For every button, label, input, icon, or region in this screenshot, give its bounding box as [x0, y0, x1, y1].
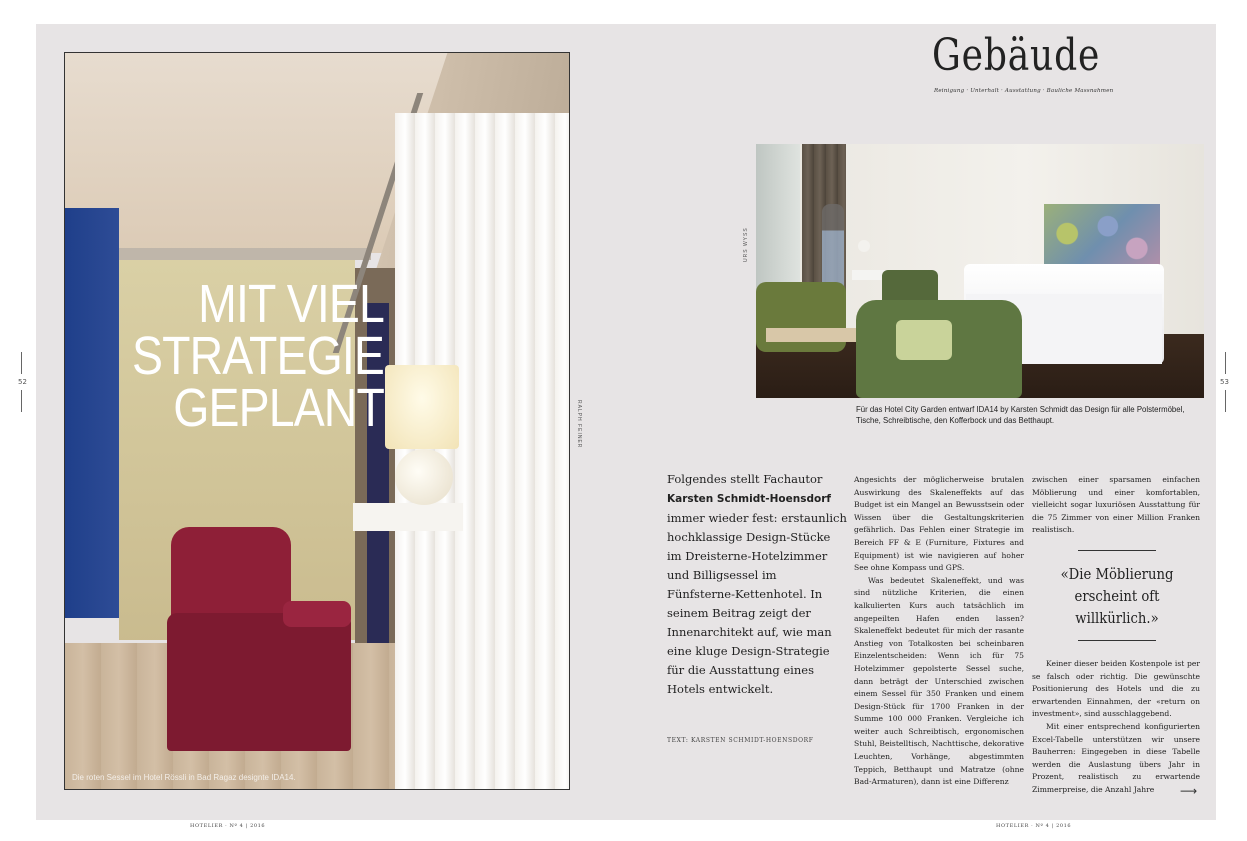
body-paragraph: Was bedeutet Skaleneffekt, und was sind nützliche Kriterien, die einen kalkulierten Kurs auch tatsächlich im angepeilten Hafen enden lassen? Skaleneffekt bedeutet für mich der rasante Anstieg von Totalkosten bei scheinbaren Einzelentscheiden: Wenn ich für 75 Hotelzimmer gepolsterte Sessel suche, dann beträgt der Unterschied zwischen einem Sessel für 350 Franken und einem Design-Stück für 1700 Franken in der Summe 100 000 Franken. Vergleiche ich weiter auch Schreibtisch, ergonomischen Stuhl, Beistelltisch, Nachttische, dekorative Leuchten, Vorhänge, abgestimmten Teppich, Betthaupt und Matratze (ohne Bad-Armaturen), dann ist eine Differenz [854, 575, 1024, 787]
page-number-left: 52 [18, 378, 27, 386]
body-paragraph: Mit einer entsprechend konfigurierten Excel-Tabelle unterstützen wir unsere Bauherren: Eingegeben in diese Tabelle werden die Auslastung übers Jahr in Prozent, realistisch zu erwartende Zimmerpreise, die Anzahl Jahre [1032, 721, 1200, 794]
continue-arrow-icon: ⟶ [1180, 784, 1198, 798]
folio-left: HOTELIER · Nº 4 | 2016 [190, 823, 266, 829]
room-pillow [896, 320, 952, 360]
lead-paragraph [667, 470, 847, 699]
lead-author: Karsten Schmidt-Hoensdorf [667, 493, 831, 505]
photo-red-chair-arm [283, 601, 351, 627]
hero-title [126, 274, 384, 438]
page-number-right: 53 [1220, 378, 1229, 386]
pullquote [1044, 563, 1190, 629]
section-title: Gebäude [932, 30, 1101, 81]
photo-lampshade [385, 365, 459, 449]
section-subtitle: Reinigung · Unterhalt · Ausstattung · Bauliche Massnahmen [934, 88, 1114, 94]
room-caption: Für das Hotel City Garden entwarf IDA14 by Karsten Schmidt das Design für alle Polstermöbel, Tische, Schreibtische, den Kofferbock und das Betthaupt. [856, 405, 1185, 425]
margin-tick [21, 352, 22, 374]
room-coffee-table [766, 328, 862, 342]
body-column-2-lower [1032, 658, 1200, 797]
photo-lamp-base [395, 449, 453, 505]
hero-title-line: MIT VIEL [198, 274, 384, 334]
photo-red-chair-seat [167, 613, 351, 751]
body-column-1 [854, 474, 1024, 789]
photo-shelf [353, 503, 463, 531]
pullquote-line: willkürlich.» [1075, 609, 1159, 627]
folio-right: HOTELIER · Nº 4 | 2016 [996, 823, 1072, 829]
lead-text: immer wieder fest: erstaunlich hochklassige Design-Stücke im Dreisterne-Hotelzimmer und Billigsessel im Fünfsterne-Kettenhotel. In seinem Beitrag zeigt der Innenarchitekt auf, wie man eine kluge Design-Strategie für die Ausstattung eines Hotels entwickelt. [667, 511, 847, 696]
pullquote-rule-top [1078, 550, 1156, 551]
room-photo [756, 144, 1204, 398]
hero-title-line: STRATEGIE [131, 326, 384, 386]
body-paragraph: zwischen einer sparsamen einfachen Möblierung und einer komfortablen, vielleicht sogar luxuriösen Ausstattung für die 75 Zimmer von einer Million Franken realistisch. [1032, 475, 1200, 535]
margin-tick [21, 390, 22, 412]
body-paragraph: Keiner dieser beiden Kostenpole ist per se falsch oder richtig. Die gewünschte Positionierung des Hotels und die zu erwartenden Einnahmen, der «return on investment», sind ausschlaggebend. [1032, 659, 1200, 719]
hero-title-line: GEPLANT [173, 378, 384, 438]
hero-photo-credit: RALPH FEINER [576, 400, 582, 449]
pullquote-line: «Die Möblierung [1060, 565, 1174, 583]
margin-tick [1225, 390, 1226, 412]
photo-blue-panel [65, 208, 119, 618]
hero-caption: Die roten Sessel im Hotel Rössli in Bad Ragaz designte IDA14. [72, 773, 296, 782]
body-paragraph: Angesichts der möglicherweise brutalen Auswirkung des Skaleneffekts auf das Budget ist ein Mangel an Bewusstsein oder Wissen über die Gestaltungskriterien gefährlich. Das Fehlen einer Strategie im Bereich FF & E (Furniture, Fixtures and Equipment) ist wie navigieren auf hoher See ohne Kompass und GPS. [854, 475, 1024, 573]
pullquote-line: erscheint oft [1074, 587, 1160, 605]
room-lamp [858, 240, 870, 252]
pullquote-rule-bottom [1078, 640, 1156, 641]
lead-intro: Folgendes stellt Fachautor [667, 472, 823, 486]
room-photo-credit: URS WYSS [743, 227, 749, 262]
margin-tick [1225, 352, 1226, 374]
byline: TEXT: KARSTEN SCHMIDT-HOENSDORF [667, 737, 814, 744]
